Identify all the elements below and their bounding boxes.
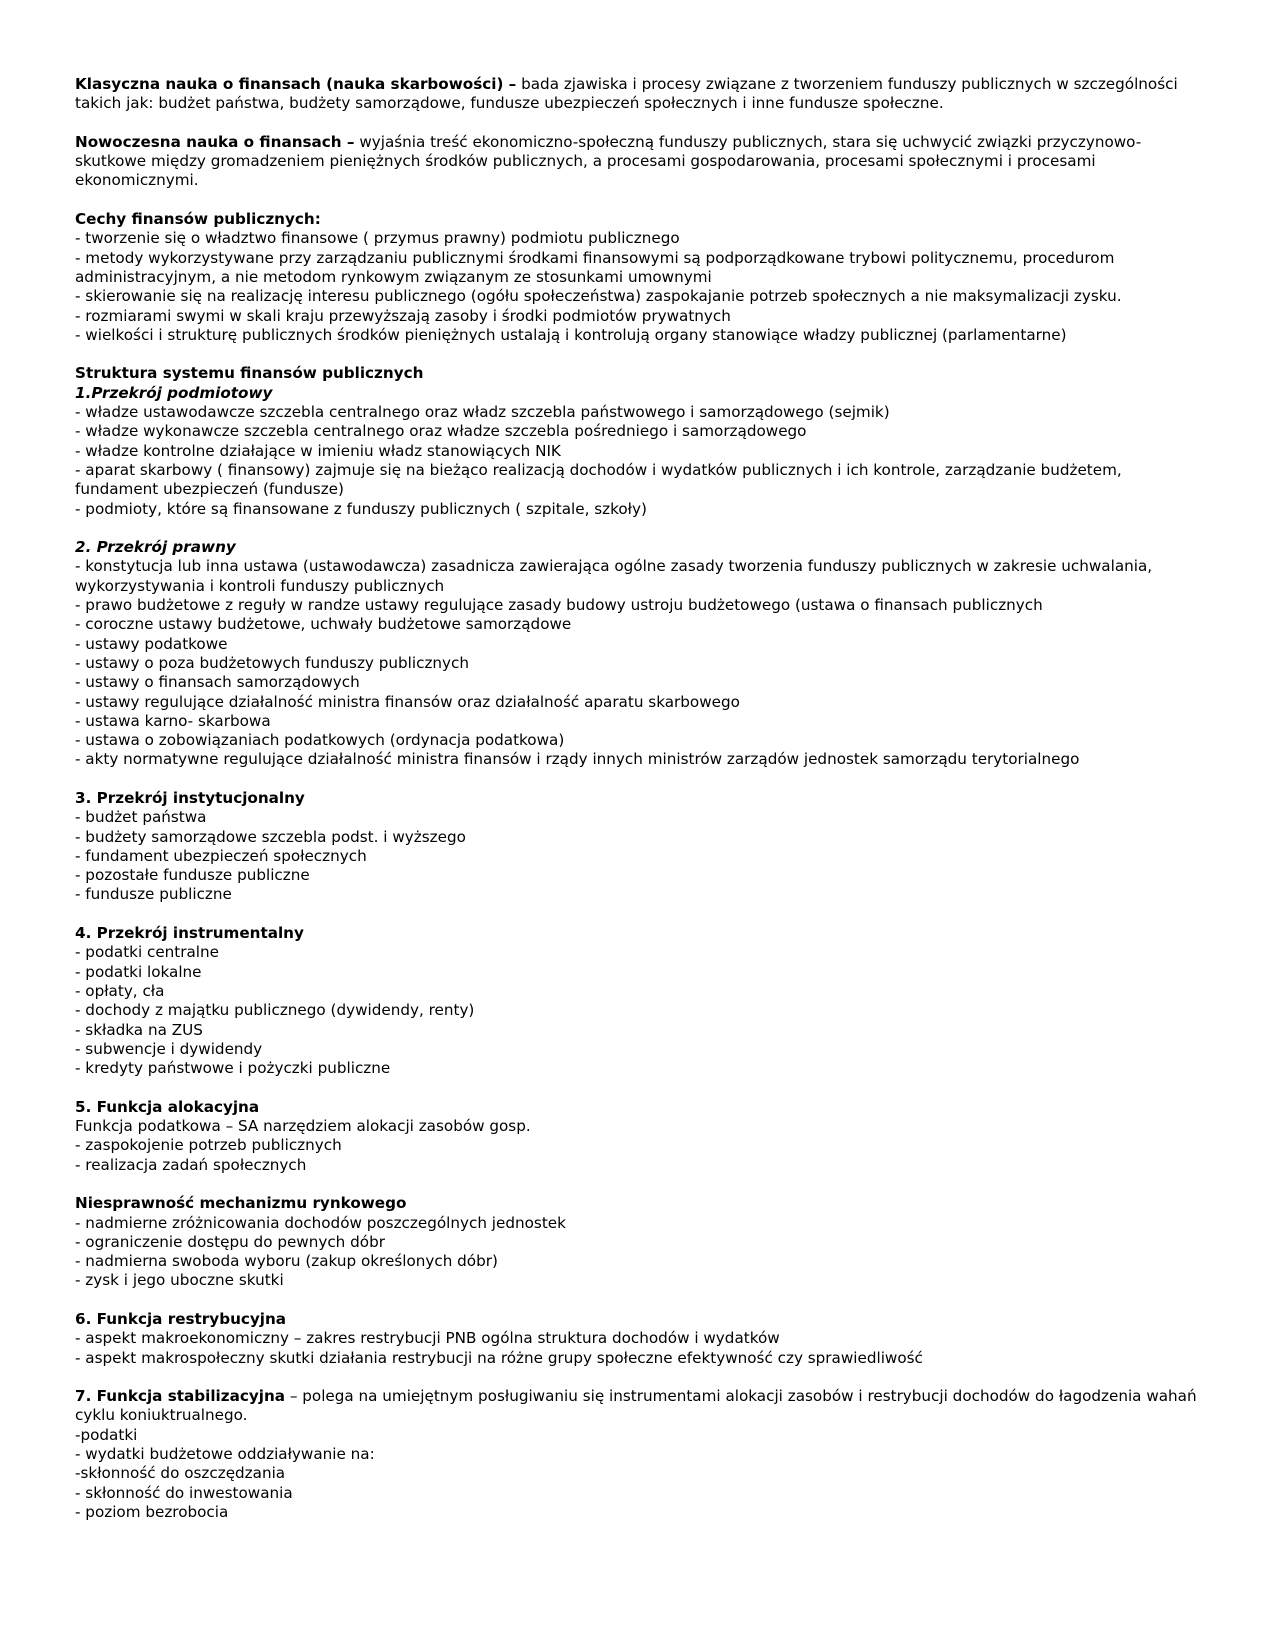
section-title: Struktura systemu finansów publicznych xyxy=(75,364,424,383)
list-item: - ustawy o finansach samorządowych xyxy=(75,673,360,692)
list-item: - podatki lokalne xyxy=(75,962,202,981)
list-item: - wydatki budżetowe oddziaływanie na: xyxy=(75,1445,375,1464)
list-item: - ustawa karno- skarbowa xyxy=(75,711,271,730)
list-item: - ograniczenie dostępu do pewnych dóbr xyxy=(75,1232,385,1251)
list-item: - fundusze publiczne xyxy=(75,885,232,904)
list-item: - władze wykonawcze szczebla centralnego oraz władze szczebla pośredniego i samorządowego xyxy=(75,422,807,441)
list-item: - ustawa o zobowiązaniach podatkowych (ordynacja podatkowa) xyxy=(75,731,565,750)
list-item: - coroczne ustawy budżetowe, uchwały budżetowe samorządowe xyxy=(75,615,572,634)
list-item: - prawo budżetowe z reguły w randze ustawy regulujące zasady budowy ustroju budżetowego (ustawa o finansach publicznych xyxy=(75,596,1043,615)
list-item: - realizacja zadań społecznych xyxy=(75,1155,307,1174)
section-subtitle: 1.Przekrój podmiotowy xyxy=(75,383,273,402)
list-item: - podmioty, które są finansowane z funduszy publicznych ( szpitale, szkoły) xyxy=(75,499,647,518)
list-item: - aspekt makrospołeczny skutki działania restrybucji na różne grupy społeczne efektywność czy sprawiedliwość xyxy=(75,1348,923,1367)
paragraph-stabilizacyjna xyxy=(75,1387,1205,1426)
list-item: - pozostałe fundusze publiczne xyxy=(75,866,310,885)
list-item: - nadmierna swoboda wyboru (zakup określonych dóbr) xyxy=(75,1252,498,1271)
section-title: 5. Funkcja alokacyjna xyxy=(75,1097,260,1116)
list-item: - akty normatywne regulujące działalność ministra finansów i rządy innych ministrów zarządów jednostek samorządu terytorialnego xyxy=(75,750,1080,769)
section-title: 2. Przekrój prawny xyxy=(75,538,236,557)
section-title: Niesprawność mechanizmu rynkowego xyxy=(75,1194,407,1213)
section-stabilizacyjna xyxy=(75,1387,1205,1522)
list-item: - składka na ZUS xyxy=(75,1020,203,1039)
list-item: - dochody z majątku publicznego (dywidendy, renty) xyxy=(75,1001,475,1020)
list-item: - wielkości i strukturę publicznych środków pieniężnych ustalają i kontrolują organy stanowiące władzy publicznej (parlamentarne) xyxy=(75,325,1067,344)
list-item: - konstytucja lub inna ustawa (ustawodawcza) zasadnicza zawierająca ogólne zasady tworzenia funduszy publicznych w zakresie uchwalania, wykorzystywania i kontroli funduszy publicznych xyxy=(75,557,1153,595)
list-item: - subwencje i dywidendy xyxy=(75,1039,263,1058)
list-item: - władze kontrolne działające w imieniu władz stanowiących NIK xyxy=(75,441,561,460)
list-item: - budżety samorządowe szczebla podst. i wyższego xyxy=(75,827,466,846)
section-restrybucyjna xyxy=(75,1310,1205,1368)
paragraph-nowoczesna xyxy=(75,133,1205,191)
term-klasyczna: Klasyczna nauka o finansach (nauka skarbowości) – xyxy=(75,75,517,93)
list-item: - ustawy o poza budżetowych funduszy publicznych xyxy=(75,653,470,672)
list-item: - zysk i jego uboczne skutki xyxy=(75,1271,284,1290)
list-item: - budżet państwa xyxy=(75,808,207,827)
section-title: 4. Przekrój instrumentalny xyxy=(75,924,304,943)
definition-stabilizacyjna: – polega na umiejętnym posługiwaniu się instrumentami alokacji zasobów i restrybucji dochodów do łagodzenia wahań cyklu koniuktrualnego. xyxy=(75,1387,1197,1425)
section-alokacyjna xyxy=(75,1098,1205,1175)
list-item: - ustawy podatkowe xyxy=(75,634,228,653)
list-item: - skierowanie się na realizację interesu publicznego (ogółu społeczeństwa) zaspokajanie potrzeb społecznych a nie maksymalizacji zysku. xyxy=(75,287,1122,306)
section-instrumentalny xyxy=(75,924,1205,1078)
list-item: -podatki xyxy=(75,1425,138,1444)
section-title: 3. Przekrój instytucjonalny xyxy=(75,788,305,807)
list-item: - fundament ubezpieczeń społecznych xyxy=(75,846,367,865)
list-item: - rozmiarami swymi w skali kraju przewyższają zasoby i środki podmiotów prywatnych xyxy=(75,306,731,325)
definition-nowoczesna: wyjaśnia treść ekonomiczno-społeczną funduszy publicznych, stara się uchwycić związki przyczynowo-skutkowe między gromadzeniem pieniężnych środków publicznych, a procesami gospodarowania, procesami społecznymi i procesami ekonomicznymi. xyxy=(75,132,1142,190)
list-item: - aparat skarbowy ( finansowy) zajmuje się na bieżąco realizacją dochodów i wydatków publicznych i ich kontrole, zarządzanie budżetem, fundament ubezpieczeń (fundusze) xyxy=(75,460,1122,499)
section-cechy xyxy=(75,210,1205,345)
section-instytucjonalny xyxy=(75,789,1205,905)
document-page xyxy=(75,75,1205,1522)
list-item: -skłonność do oszczędzania xyxy=(75,1464,286,1483)
list-item: - metody wykorzystywane przy zarządzaniu publicznymi środkami finansowymi są podporządkowane trybowi politycznemu, procedurom administracyjnym, a nie metodom rynkowym związanym ze stosunkami umownymi xyxy=(75,248,1115,286)
list-item: - skłonność do inwestowania xyxy=(75,1483,293,1502)
list-item: - podatki centralne xyxy=(75,943,219,962)
list-item: - kredyty państwowe i pożyczki publiczne xyxy=(75,1059,391,1078)
list-item: - poziom bezrobocia xyxy=(75,1502,229,1521)
list-item: Funkcja podatkowa – SA narzędziem alokacji zasobów gosp. xyxy=(75,1117,531,1136)
section-title: 6. Funkcja restrybucyjna xyxy=(75,1310,287,1328)
list-item: - tworzenie się o władztwo finansowe ( przymus prawny) podmiotu publicznego xyxy=(75,229,680,248)
list-item: - ustawy regulujące działalność ministra finansów oraz działalność aparatu skarbowego xyxy=(75,692,740,711)
list-item: - zaspokojenie potrzeb publicznych xyxy=(75,1136,342,1155)
list-item: - opłaty, cła xyxy=(75,981,165,1000)
definition-klasyczna: bada zjawiska i procesy związane z tworzeniem funduszy publicznych w szczególności takich jak: budżet państwa, budżety samorządowe, fundusze ubezpieczeń społecznych i inne fundusze społeczne. xyxy=(75,75,1178,113)
section-niesprawnosc xyxy=(75,1194,1205,1290)
section-struktura xyxy=(75,364,1205,518)
section-prawny xyxy=(75,538,1205,770)
section-title: 7. Funkcja stabilizacyjna xyxy=(75,1387,286,1406)
section-title: Cechy finansów publicznych: xyxy=(75,210,321,229)
list-item: - nadmierne zróżnicowania dochodów poszczególnych jednostek xyxy=(75,1213,566,1232)
term-nowoczesna: Nowoczesna nauka o finansach – xyxy=(75,132,355,151)
list-item: - aspekt makroekonomiczny – zakres restrybucji PNB ogólna struktura dochodów i wydatków xyxy=(75,1329,780,1348)
paragraph-klasyczna xyxy=(75,75,1205,114)
list-item: - władze ustawodawcze szczebla centralnego oraz władz szczebla państwowego i samorządowego (sejmik) xyxy=(75,403,890,422)
